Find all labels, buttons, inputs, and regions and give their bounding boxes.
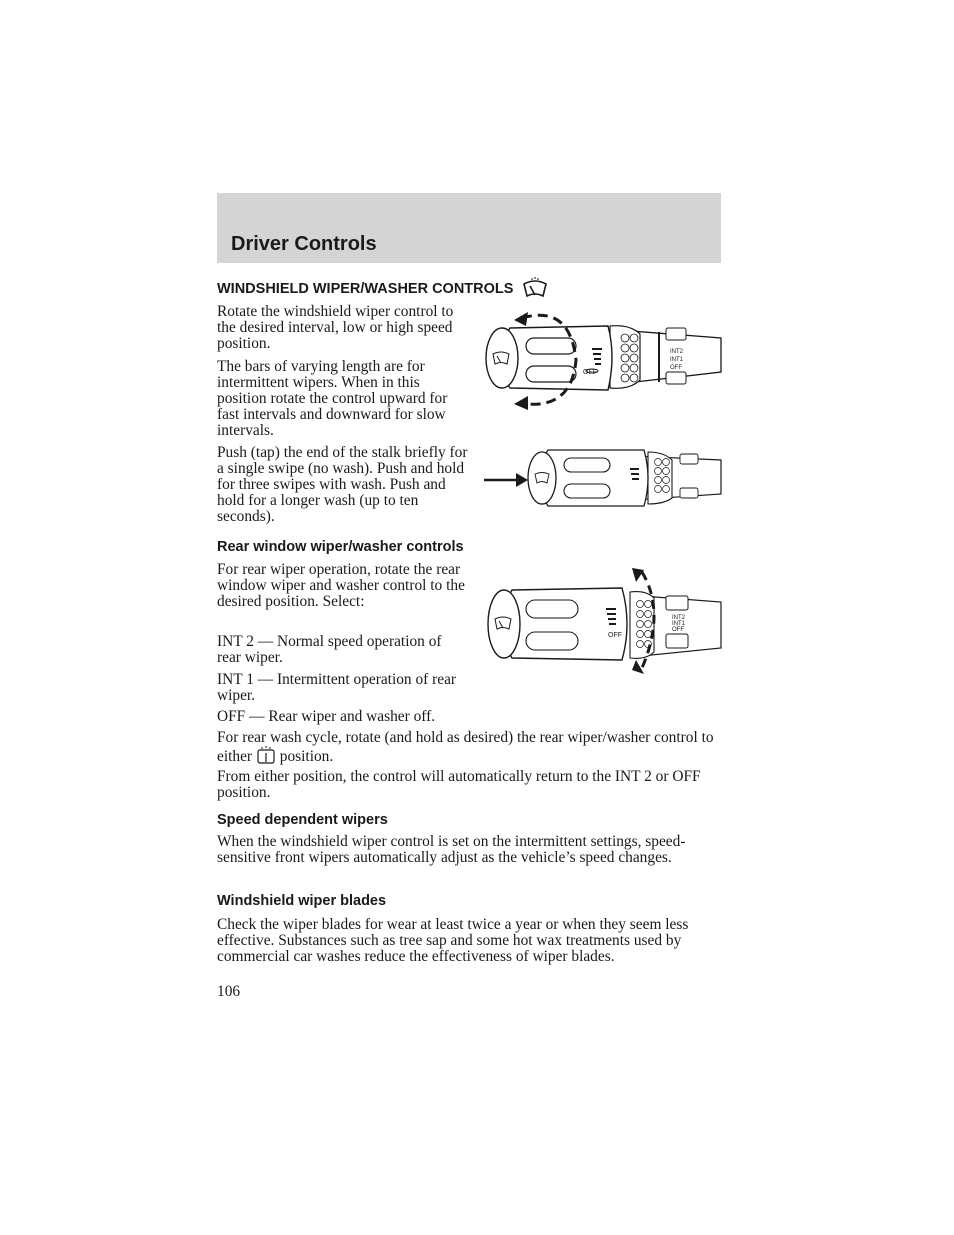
wiper-stalk-rotate-diagram	[480, 308, 722, 412]
windshield-wiper-icon	[521, 277, 549, 299]
rear-wash-paragraph	[217, 730, 725, 765]
auto-return-paragraph: From either position, the control will automatically return to the INT 2 or OFF position.	[217, 768, 701, 801]
off-label: OFF	[583, 369, 597, 376]
svg-text:INT1: INT1	[672, 621, 686, 627]
svg-text:OFF: OFF	[672, 627, 684, 633]
push-tap-paragraph: Push (tap) the end of the stalk briefly for a single swipe (no wash). Push and hold for three swipes with wash. Push and hold for a longer wash (up to ten seconds).	[217, 444, 468, 525]
wiper-stalk-push-diagram	[484, 442, 722, 512]
wiper-blades-paragraph: Check the wiper blades for wear at least twice a year or when they seem less effective. Substances such as tree sap and some hot wax treatments used by commercial car washes reduce the effectiveness of wiper blades.	[217, 916, 689, 965]
svg-text:INT2: INT2	[672, 615, 686, 621]
rear-wash-text-before: For rear wash cycle, rotate (and hold as desired) the rear wiper/washer control to either	[217, 729, 714, 765]
section-title: WINDSHIELD WIPER/WASHER CONTROLS	[217, 281, 514, 297]
page-title: Driver Controls	[231, 233, 377, 255]
rear-operation-paragraph: For rear wiper operation, rotate the rear window wiper and washer control to the desired position. Select:	[217, 561, 465, 610]
speed-dependent-heading: Speed dependent wipers	[217, 812, 388, 828]
rear-wiper-control-diagram	[482, 566, 722, 676]
rear-off-label: OFF	[670, 365, 682, 371]
intermittent-paragraph: The bars of varying length are for intermittent wipers. When in this position rotate the control upward for fast intervals and downward for slow intervals.	[217, 358, 448, 439]
int2-label: INT2	[670, 349, 684, 355]
int1-paragraph: INT 1 — Intermittent operation of rear wiper.	[217, 671, 457, 704]
header-band	[217, 193, 721, 263]
rear-wiper-heading: Rear window wiper/washer controls	[217, 539, 464, 555]
int2-paragraph: INT 2 — Normal speed operation of rear wiper.	[217, 633, 442, 666]
rear-washer-icon	[256, 746, 276, 764]
off-paragraph: OFF — Rear wiper and washer off.	[217, 708, 436, 725]
speed-dependent-paragraph: When the windshield wiper control is set on the intermittent settings, speed-sensitive front wipers automatically adjust as the vehicle’s speed changes.	[217, 833, 686, 866]
section-heading	[217, 277, 577, 299]
page-number: 106	[217, 983, 241, 1000]
wiper-rotate-paragraph: Rotate the windshield wiper control to the desired interval, low or high speed position.	[217, 303, 454, 352]
wiper-blades-heading: Windshield wiper blades	[217, 893, 387, 909]
int1-label: INT1	[670, 357, 684, 363]
rear-wash-text-after: position.	[279, 748, 334, 765]
svg-text:OFF: OFF	[608, 632, 622, 639]
